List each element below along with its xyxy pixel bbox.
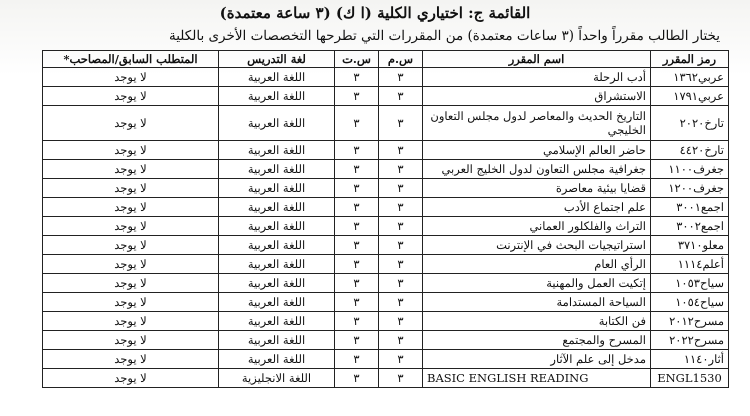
prerequisite-cell: لا يوجد [43,255,219,274]
credit-hours-cell: ٣ [379,141,423,160]
prerequisite-cell: لا يوجد [43,198,219,217]
credit-hours-cell: ٣ [379,236,423,255]
table-row [43,87,729,106]
contact-hours-cell: ٣ [335,217,379,236]
credit-hours-cell: ٣ [379,293,423,312]
language-cell: اللغة العربية [219,141,335,160]
language-cell: اللغة العربية [219,274,335,293]
contact-hours-cell: ٣ [335,369,379,388]
course-name-cell: مدخل إلى علم الآثار [423,350,651,369]
credit-hours-cell: ٣ [379,350,423,369]
column-header-name: اسم المقرر [423,51,651,68]
table-row [43,274,729,293]
prerequisite-cell: لا يوجد [43,293,219,312]
course-name-cell: قضايا بيئية معاصرة [423,179,651,198]
course-name-cell: الرأي العام [423,255,651,274]
language-cell: اللغة العربية [219,236,335,255]
language-cell: اللغة العربية [219,293,335,312]
language-cell: اللغة الانجليزية [219,369,335,388]
credit-hours-cell: ٣ [379,255,423,274]
course-name-cell: الاستشراق [423,87,651,106]
table-row [43,160,729,179]
course-code-cell: عربي١٧٩١ [651,87,729,106]
contact-hours-cell: ٣ [335,160,379,179]
language-cell: اللغة العربية [219,68,335,87]
contact-hours-cell: ٣ [335,236,379,255]
table-row [43,106,729,141]
prerequisite-cell: لا يوجد [43,87,219,106]
course-name-cell: جغرافية مجلس التعاون لدول الخليج العربي [423,160,651,179]
course-name-cell: علم اجتماع الأدب [423,198,651,217]
credit-hours-cell: ٣ [379,68,423,87]
table-row [43,255,729,274]
prerequisite-cell: لا يوجد [43,350,219,369]
course-code-cell: سياح١٠٥٣ [651,274,729,293]
table-row [43,312,729,331]
table-header-row [43,51,729,68]
course-name-cell: السياحة المستدامة [423,293,651,312]
credit-hours-cell: ٣ [379,106,423,141]
course-code-cell: اجمع٣٠٠١ [651,198,729,217]
contact-hours-cell: ٣ [335,141,379,160]
course-name-cell: أدب الرحلة [423,68,651,87]
course-code-cell: اجمع٣٠٠٢ [651,217,729,236]
credit-hours-cell: ٣ [379,217,423,236]
language-cell: اللغة العربية [219,331,335,350]
language-cell: اللغة العربية [219,179,335,198]
table-row [43,198,729,217]
course-name-cell: BASIC ENGLISH READING [423,369,651,388]
credit-hours-cell: ٣ [379,331,423,350]
table-row [43,331,729,350]
contact-hours-cell: ٣ [335,179,379,198]
prerequisite-cell: لا يوجد [43,217,219,236]
prerequisite-cell: لا يوجد [43,312,219,331]
course-name-cell: إتكيت العمل والمهنية [423,274,651,293]
course-code-cell: أثار١١٤٠ [651,350,729,369]
course-name-cell: المسرح والمجتمع [423,331,651,350]
language-cell: اللغة العربية [219,217,335,236]
contact-hours-cell: ٣ [335,87,379,106]
table-row [43,217,729,236]
course-code-cell: عربي١٣٦٢ [651,68,729,87]
course-code-cell: تارخ٤٤٢٠ [651,141,729,160]
table-row [43,369,729,388]
prerequisite-cell: لا يوجد [43,179,219,198]
column-header-language: لغة التدريس [219,51,335,68]
course-code-cell: سياح١٠٥٤ [651,293,729,312]
column-header-contact-hours: س.ت [335,51,379,68]
prerequisite-cell: لا يوجد [43,274,219,293]
credit-hours-cell: ٣ [379,312,423,331]
course-name-cell: حاضر العالم الإسلامي [423,141,651,160]
language-cell: اللغة العربية [219,198,335,217]
contact-hours-cell: ٣ [335,255,379,274]
table-row [43,141,729,160]
list-subtitle: يختار الطالب مقرراً واحداً (٣ ساعات معتمدة) من المقررات التي تطرحها التخصصات الأخرى بالكلية [168,28,720,44]
contact-hours-cell: ٣ [335,312,379,331]
credit-hours-cell: ٣ [379,369,423,388]
table-row [43,350,729,369]
credit-hours-cell: ٣ [379,160,423,179]
course-code-cell: معلو٣٧١٠ [651,236,729,255]
table-row [43,293,729,312]
column-header-code: رمز المقرر [651,51,729,68]
contact-hours-cell: ٣ [335,198,379,217]
prerequisite-cell: لا يوجد [43,369,219,388]
contact-hours-cell: ٣ [335,68,379,87]
contact-hours-cell: ٣ [335,350,379,369]
course-code-cell: جغرف١١٠٠ [651,160,729,179]
course-name-cell: التاريخ الحديث والمعاصر لدول مجلس التعاون الخليجي [423,106,651,141]
course-code-cell: مسرح٢٠١٢ [651,312,729,331]
prerequisite-cell: لا يوجد [43,141,219,160]
language-cell: اللغة العربية [219,87,335,106]
course-code-cell: أعلم١١١٤ [651,255,729,274]
language-cell: اللغة العربية [219,350,335,369]
language-cell: اللغة العربية [219,160,335,179]
language-cell: اللغة العربية [219,312,335,331]
prerequisite-cell: لا يوجد [43,236,219,255]
course-code-cell: تارخ٢٠٢٠ [651,106,729,141]
table-row [43,179,729,198]
prerequisite-cell: لا يوجد [43,68,219,87]
course-code-cell: جغرف١٢٠٠ [651,179,729,198]
list-title: القائمة ج: اختياري الكلية (ا ك) (٣ ساعة معتمدة) [219,4,531,22]
credit-hours-cell: ٣ [379,274,423,293]
courses-table [42,50,729,388]
prerequisite-cell: لا يوجد [43,106,219,141]
language-cell: اللغة العربية [219,106,335,141]
contact-hours-cell: ٣ [335,293,379,312]
prerequisite-cell: لا يوجد [43,160,219,179]
contact-hours-cell: ٣ [335,106,379,141]
credit-hours-cell: ٣ [379,87,423,106]
contact-hours-cell: ٣ [335,274,379,293]
prerequisite-cell: لا يوجد [43,331,219,350]
course-name-cell: استراتيجيات البحث في الإنترنت [423,236,651,255]
column-header-prerequisite: المتطلب السابق/المصاحب* [43,51,219,68]
credit-hours-cell: ٣ [379,198,423,217]
table-row [43,68,729,87]
course-name-cell: التراث والفلكلور العماني [423,217,651,236]
table-row [43,236,729,255]
contact-hours-cell: ٣ [335,331,379,350]
course-code-cell: ENGL1530 [651,369,729,388]
course-code-cell: مسرح٢٠٢٢ [651,331,729,350]
course-name-cell: فن الكتابة [423,312,651,331]
language-cell: اللغة العربية [219,255,335,274]
column-header-credit-hours: س.م [379,51,423,68]
credit-hours-cell: ٣ [379,179,423,198]
